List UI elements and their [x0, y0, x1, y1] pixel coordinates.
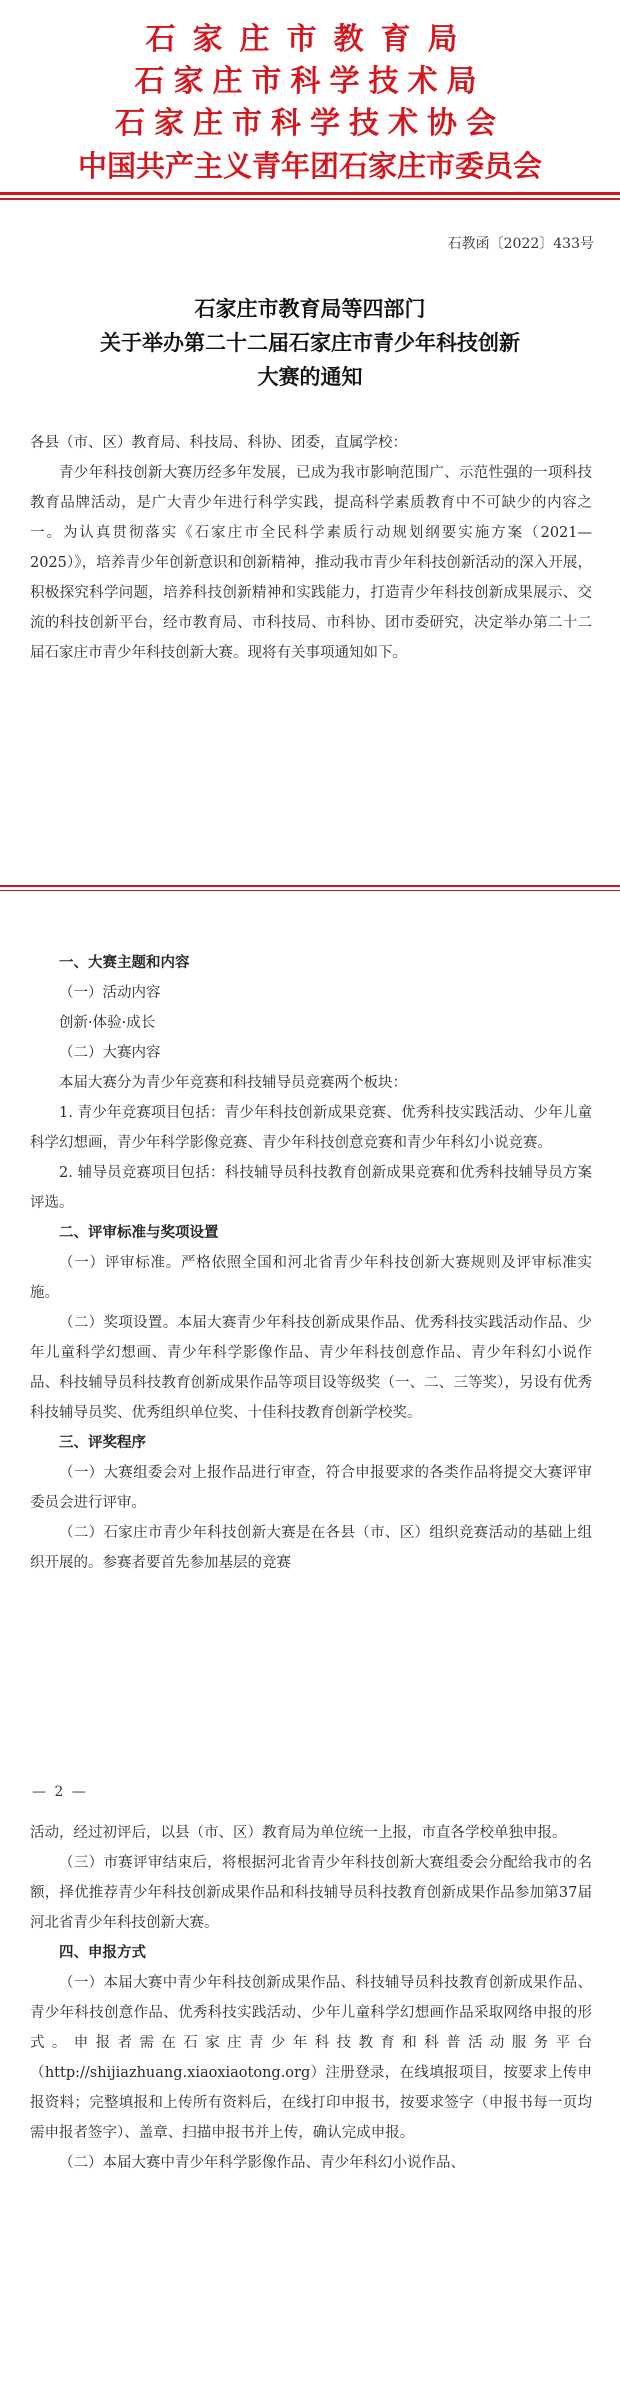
- org-name-science-association: 石家庄市科学技术协会: [115, 106, 505, 141]
- org-name-youth-league: 中国共产主义青年团石家庄市委员会: [77, 149, 542, 183]
- section-4-paragraph-2: （二）本届大赛中青少年科学影像作品、青少年科幻小说作品、: [59, 2155, 465, 2171]
- section-1-sub-1: （一）活动内容: [59, 985, 161, 1001]
- org-name-science-bureau: 石家庄市科学技术局: [134, 64, 486, 99]
- section-1-theme: 创新·体验·成长: [59, 1015, 156, 1031]
- section-2-heading: 二、评审标准与奖项设置: [59, 1224, 219, 1241]
- header-divider: [0, 192, 620, 195]
- section-1-paragraph-3: 2. 辅导员竞赛项目包括：科技辅导员科技教育创新成果竞赛和优秀科技辅导员方案评选。: [30, 1165, 592, 1211]
- page-2-content: [30, 1818, 592, 2178]
- section-4-heading: 四、申报方式: [59, 1944, 146, 1961]
- section-3-paragraph-2-continued: 活动，经过初评后，以县（市、区）教育局为单位统一上报，市直各学校单独申报。: [30, 1825, 567, 1841]
- section-4-paragraph-1: （一）本届大赛中青少年科技创新成果作品、科技辅导员科技教育创新成果作品、青少年科技创意作品、优秀科技实践活动、少年儿童科学幻想画作品采取网络申报的形式。申报者需在石家庄青少年科技教育和科普活动服务平台（http://shijiazhuang.xiaoxiaotong.org）注册登录，在线填报项目，按要求上传申报资料；完整填报和上传所有资料后，在线打印申报书，按要求签字（申报书每一页均需申报者签字）、盖章、扫描申报书并上传，确认完成申报。: [30, 1975, 592, 2141]
- section-divider: [0, 885, 620, 887]
- section-divider-thin: [0, 890, 620, 891]
- intro-paragraph: 青少年科技创新大赛历经多年发展，已成为我市影响范围广、示范性强的一项科技教育品牌活动，是广大青少年进行科学实践，提高科学素质教育中不可缺少的内容之一。为认真贯彻落实《石家庄市全民科学素质行动规划纲要实施方案（2021—2025）》，培养青少年创新意识和创新精神，推动我市青少年科技创新活动的深入开展，积极探究科学问题，培养科技创新精神和实践能力，打造青少年科技创新成果展示、交流的科技创新平台，经市教育局、市科技局、市科协、团市委研究，决定举办第二十二届石家庄市青少年科技创新大赛。现将有关事项通知如下。: [30, 465, 592, 661]
- notice-title-line-3: 大赛的通知: [257, 364, 363, 389]
- document-number: 石教函〔2022〕433号: [447, 236, 594, 252]
- section-3-paragraph-2: （二）石家庄市青少年科技创新大赛是在各县（市、区）组织竞赛活动的基础上组织开展的。参赛者要首先参加基层的竞赛: [30, 1525, 592, 1571]
- notice-title-line-2: 关于举办第二十二届石家庄市青少年科技创新: [100, 330, 520, 355]
- section-2-paragraph-2: （二）奖项设置。本届大赛青少年科技创新成果作品、优秀科技实践活动作品、少年儿童科学幻想画、青少年科学影像作品、青少年科技创意作品、青少年科幻小说作品、科技辅导员科技教育创新成果作品等项目设等级奖（一、二、三等奖），另设有优秀科技辅导员奖、优秀组织单位奖、十佳科技教育创新学校奖。: [30, 1315, 592, 1421]
- section-3-heading: 三、评奖程序: [59, 1434, 146, 1451]
- section-3-paragraph-1: （一）大赛组委会对上报作品进行审查，符合申报要求的各类作品将提交大赛评审委员会进行评审。: [30, 1465, 592, 1511]
- section-1-paragraph-1: 本届大赛分为青少年竞赛和科技辅导员竞赛两个板块：: [59, 1075, 407, 1091]
- salutation: 各县（市、区）教育局、科技局、科协、团委，直属学校：: [30, 435, 407, 451]
- section-1-heading: 一、大赛主题和内容: [59, 954, 190, 971]
- section-1-sub-2: （二）大赛内容: [59, 1045, 161, 1061]
- org-name-education-bureau: 石家庄市教育局: [145, 22, 475, 57]
- header-divider-thin: [0, 198, 620, 200]
- notice-title-line-1: 石家庄市教育局等四部门: [194, 296, 426, 321]
- page-number: — 2 —: [32, 1784, 88, 1800]
- section-2-paragraph-1: （一）评审标准。严格依照全国和河北省青少年科技创新大赛规则及评审标准实施。: [30, 1255, 592, 1301]
- section-1: [30, 948, 592, 1578]
- section-1-paragraph-2: 1. 青少年竞赛项目包括：青少年科技创新成果竞赛、优秀科技实践活动、少年儿童科学幻想画，青少年科学影像竞赛、青少年科技创意竞赛和青少年科幻小说竞赛。: [30, 1105, 592, 1151]
- section-3-paragraph-3: （三）市赛评审结束后，将根据河北省青少年科技创新大赛组委会分配给我市的名额，择优推荐青少年科技创新成果作品和科技辅导员科技教育创新成果作品参加第37届河北省青少年科技创新大赛。: [30, 1855, 592, 1931]
